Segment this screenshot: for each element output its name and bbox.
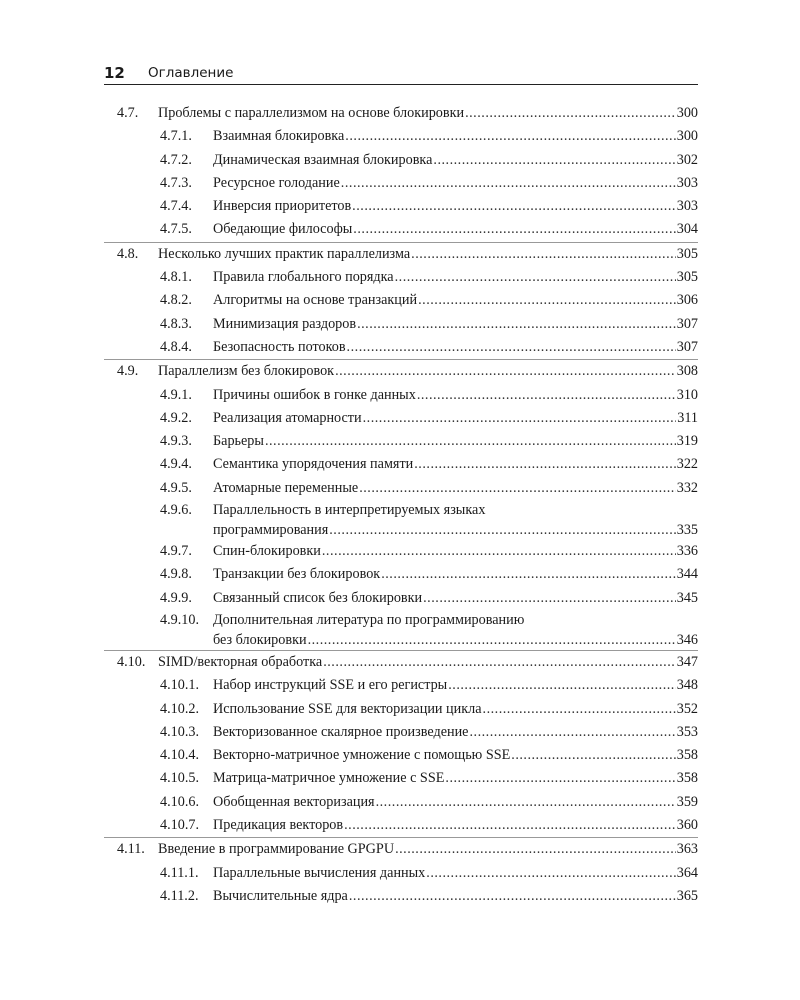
entry-title-field: [213, 744, 698, 767]
entry-title: Обедающие философы: [213, 221, 353, 238]
entry-number: 4.10.7.: [160, 817, 200, 834]
entry-number: 4.9.: [117, 363, 139, 380]
toc-subsection-entry[interactable]: [104, 195, 698, 218]
entry-title-field: [213, 477, 698, 500]
toc-subsection-entry[interactable]: [104, 791, 698, 814]
entry-title: Несколько лучших практик параллелизма: [158, 245, 411, 262]
dot-leader: [357, 313, 676, 336]
dot-leader: [341, 172, 676, 195]
entry-title: Инверсия приоритетов: [213, 198, 352, 215]
entry-title-field: [213, 149, 698, 172]
toc-subsection-entry[interactable]: [104, 407, 698, 430]
entry-title-field: [213, 407, 698, 430]
entry-title-field: [213, 289, 698, 312]
entry-page-number: 347: [676, 653, 698, 670]
entry-title-field: [213, 520, 698, 540]
page-header: [104, 62, 698, 85]
entry-title: Введение в программирование GPGPU: [158, 841, 395, 858]
dot-leader: [445, 767, 675, 790]
entry-page-number: 345: [676, 589, 698, 606]
toc-section-entry[interactable]: [104, 651, 698, 674]
entry-page-number: 305: [676, 245, 698, 262]
entry-number: 4.7.5.: [160, 221, 192, 238]
entry-title-field: [158, 360, 698, 383]
running-head: Оглавление: [148, 65, 234, 81]
toc-subsection-entry[interactable]: [104, 149, 698, 172]
toc-subsection-entry[interactable]: [104, 744, 698, 767]
entry-page-number: 302: [676, 151, 698, 168]
dot-leader: [347, 336, 676, 359]
dot-leader: [353, 218, 675, 241]
entry-title-field: [213, 862, 698, 885]
toc-entry-continuation[interactable]: [104, 630, 698, 650]
toc-subsection-entry[interactable]: [104, 289, 698, 312]
entry-title: Ресурсное голодание: [213, 174, 340, 191]
entry-page-number: 353: [676, 723, 698, 740]
toc-subsection-entry[interactable]: [104, 218, 698, 241]
entry-title-field: [158, 651, 698, 674]
entry-title: Векторно-матричное умножение с помощью SSE: [213, 747, 511, 764]
entry-page-number: 300: [676, 128, 698, 145]
toc-subsection-entry[interactable]: [104, 862, 698, 885]
entry-page-number: 322: [676, 456, 698, 473]
entry-page-number: 310: [676, 386, 698, 403]
entry-number: 4.11.: [117, 841, 145, 858]
dot-leader: [359, 477, 676, 500]
entry-page-number: 305: [676, 269, 698, 286]
entry-title: Семантика упорядочения памяти: [213, 456, 414, 473]
entry-title-field: [213, 885, 698, 908]
entry-title-field: [158, 838, 698, 861]
dot-leader: [469, 721, 675, 744]
entry-title: Спин-блокировки: [213, 543, 321, 560]
entry-number: 4.9.2.: [160, 409, 192, 426]
dot-leader: [329, 520, 675, 540]
toc-section: [104, 651, 698, 838]
toc-section-entry[interactable]: [104, 243, 698, 266]
entry-page-number: 300: [676, 105, 698, 121]
entry-number: 4.9.4.: [160, 456, 192, 473]
entry-page-number: 352: [676, 700, 698, 717]
toc-subsection-entry[interactable]: [104, 674, 698, 697]
entry-title: Реализация атомарности: [213, 409, 362, 426]
toc-subsection-entry[interactable]: [104, 125, 698, 148]
entry-page-number: 346: [676, 631, 698, 648]
dot-leader: [433, 149, 675, 172]
entry-title-field: [158, 102, 698, 125]
toc-subsection-entry[interactable]: [104, 721, 698, 744]
dot-leader: [322, 540, 676, 563]
entry-title: Дополнительная литература по программированию: [213, 611, 525, 628]
entry-number: 4.10.1.: [160, 677, 200, 694]
toc-subsection-entry[interactable]: [104, 563, 698, 586]
entry-number: 4.8.4.: [160, 338, 192, 355]
entry-title-field: [213, 172, 698, 195]
entry-number: 4.8.2.: [160, 292, 192, 309]
entry-title-field: [213, 336, 698, 359]
entry-page-number: 358: [676, 747, 698, 764]
toc-subsection-entry[interactable]: [104, 698, 698, 721]
toc-subsection-entry[interactable]: [104, 336, 698, 359]
entry-title: Векторизованное скалярное произведение: [213, 723, 469, 740]
dot-leader: [308, 630, 676, 650]
dot-leader: [448, 674, 676, 697]
toc-subsection-entry[interactable]: [104, 885, 698, 908]
entry-title-field: [213, 767, 698, 790]
dot-leader: [349, 885, 676, 908]
toc-section: [104, 243, 698, 360]
entry-title-field: [213, 721, 698, 744]
toc-section: [104, 360, 698, 651]
entry-page-number: 307: [676, 315, 698, 332]
entry-page-number: 365: [676, 887, 698, 904]
entry-number: 4.7.2.: [160, 151, 192, 168]
dot-leader: [423, 587, 676, 610]
toc-subsection-entry[interactable]: [104, 313, 698, 336]
dot-leader: [417, 384, 676, 407]
entry-page-number: 364: [676, 864, 698, 881]
entry-number: 4.8.3.: [160, 315, 192, 332]
entry-number: 4.10.6.: [160, 793, 200, 810]
entry-number: 4.9.1.: [160, 386, 192, 403]
entry-number: 4.10.2.: [160, 700, 200, 717]
entry-page-number: 359: [676, 793, 698, 810]
entry-number: 4.11.2.: [160, 887, 199, 904]
entry-title-field: [213, 630, 698, 650]
entry-page-number: 332: [676, 479, 698, 496]
entry-number: 4.10.3.: [160, 723, 200, 740]
entry-number: 4.9.9.: [160, 589, 192, 606]
entry-title: Безопасность потоков: [213, 338, 346, 355]
dot-leader: [344, 814, 676, 837]
toc-subsection-entry[interactable]: [104, 610, 698, 630]
dot-leader: [323, 651, 676, 674]
toc-entry-continuation[interactable]: [104, 520, 698, 540]
entry-title-field: [213, 453, 698, 476]
toc-section: [104, 838, 698, 908]
entry-title: Обобщенная векторизация: [213, 793, 375, 810]
entry-number: 4.7.3.: [160, 174, 192, 191]
page-number: 12: [104, 64, 125, 82]
entry-title: Алгоритмы на основе транзакций: [213, 292, 418, 309]
dot-leader: [265, 430, 676, 453]
entry-page-number: 303: [676, 174, 698, 191]
dot-leader: [395, 266, 676, 289]
dot-leader: [418, 289, 676, 312]
entry-title: Причины ошибок в гонке данных: [213, 386, 416, 403]
dot-leader: [395, 838, 676, 861]
entry-number: 4.9.10.: [160, 611, 200, 628]
toc-section-entry[interactable]: [104, 102, 698, 125]
entry-number: 4.9.6.: [160, 502, 192, 519]
entry-title-field: [213, 674, 698, 697]
entry-number: 4.7.4.: [160, 198, 192, 215]
entry-title-continued: программирования: [213, 522, 329, 539]
toc-subsection-entry[interactable]: [104, 767, 698, 790]
dot-leader: [363, 407, 677, 430]
entry-title: Связанный список без блокировки: [213, 589, 423, 606]
dot-leader: [414, 453, 675, 476]
toc-subsection-entry[interactable]: [104, 430, 698, 453]
dot-leader: [335, 360, 676, 383]
entry-page-number: 306: [676, 292, 698, 309]
toc-subsection-entry[interactable]: [104, 540, 698, 563]
entry-title-field: [213, 540, 698, 563]
toc-subsection-entry[interactable]: [104, 384, 698, 407]
entry-number: 4.8.: [117, 245, 139, 262]
entry-page-number: 304: [676, 221, 698, 238]
dot-leader: [345, 125, 675, 148]
entry-title: Барьеры: [213, 433, 264, 450]
entry-title-field: [213, 218, 698, 241]
entry-title: Предикация векторов: [213, 817, 344, 834]
entry-title-field: [213, 125, 698, 148]
entry-number: 4.9.7.: [160, 543, 192, 560]
entry-number: 4.10.: [117, 653, 146, 670]
entry-page-number: 303: [676, 198, 698, 215]
entry-number: 4.9.5.: [160, 479, 192, 496]
dot-leader: [352, 195, 676, 218]
entry-number: 4.7.1.: [160, 128, 192, 145]
entry-title: Динамическая взаимная блокировка: [213, 151, 433, 168]
dot-leader: [411, 243, 676, 266]
entry-title: Минимизация раздоров: [213, 315, 357, 332]
entry-number: 4.9.3.: [160, 433, 192, 450]
entry-title-field: [213, 313, 698, 336]
dot-leader: [483, 698, 676, 721]
entry-page-number: 348: [676, 677, 698, 694]
entry-page-number: 363: [676, 841, 698, 858]
entry-page-number: 308: [676, 363, 698, 380]
toc-section: [104, 102, 698, 243]
toc-subsection-entry[interactable]: [104, 172, 698, 195]
entry-page-number: 336: [676, 543, 698, 560]
entry-page-number: 311: [677, 409, 698, 426]
entry-title: Транзакции без блокировок: [213, 566, 381, 583]
entry-page-number: 319: [676, 433, 698, 450]
toc-section-entry[interactable]: [104, 360, 698, 383]
toc-subsection-entry[interactable]: [104, 453, 698, 476]
toc-section-entry[interactable]: [104, 838, 698, 861]
entry-title-field: [213, 195, 698, 218]
entry-title: SIMD/векторная обработка: [158, 653, 323, 670]
entry-title: Набор инструкций SSE и его регистры: [213, 677, 448, 694]
entry-title: Параллельность в интерпретируемых языках: [213, 502, 486, 519]
entry-page-number: 335: [676, 522, 698, 539]
entry-number: 4.10.5.: [160, 770, 200, 787]
toc-subsection-entry[interactable]: [104, 814, 698, 837]
table-of-contents: [104, 102, 698, 908]
entry-title-field: [213, 266, 698, 289]
dot-leader: [381, 563, 676, 586]
entry-title: Параллельные вычисления данных: [213, 864, 426, 881]
entry-page-number: 307: [676, 338, 698, 355]
entry-title: Правила глобального порядка: [213, 269, 394, 286]
entry-page-number: 344: [676, 566, 698, 583]
entry-number: 4.11.1.: [160, 864, 199, 881]
dot-leader: [511, 744, 675, 767]
entry-number: 4.10.4.: [160, 747, 200, 764]
dot-leader: [426, 862, 675, 885]
entry-number: 4.9.8.: [160, 566, 192, 583]
entry-title: Параллелизм без блокировок: [158, 363, 335, 380]
entry-title: Атомарные переменные: [213, 479, 359, 496]
entry-page-number: 358: [676, 770, 698, 787]
entry-title: Взаимная блокировка: [213, 128, 345, 145]
toc-subsection-entry[interactable]: [104, 587, 698, 610]
entry-title-field: [213, 610, 698, 630]
entry-title-field: [213, 791, 698, 814]
entry-title-field: [213, 814, 698, 837]
entry-title-field: [213, 587, 698, 610]
entry-title-field: [213, 500, 698, 520]
entry-number: 4.8.1.: [160, 269, 192, 286]
entry-title-field: [158, 243, 698, 266]
entry-title-field: [213, 563, 698, 586]
dot-leader: [376, 791, 676, 814]
toc-subsection-entry[interactable]: [104, 500, 698, 520]
entry-title-field: [213, 430, 698, 453]
entry-number: 4.7.: [117, 105, 139, 121]
entry-title: Использование SSE для векторизации цикла: [213, 700, 482, 717]
entry-title-continued: без блокировки: [213, 631, 307, 648]
toc-subsection-entry[interactable]: [104, 266, 698, 289]
entry-title: Матрица-матричное умножение с SSE: [213, 770, 445, 787]
entry-title-field: [213, 384, 698, 407]
entry-title-field: [213, 698, 698, 721]
dot-leader: [465, 102, 676, 125]
toc-subsection-entry[interactable]: [104, 477, 698, 500]
entry-page-number: 360: [676, 817, 698, 834]
entry-title: Вычислительные ядра: [213, 887, 348, 904]
entry-title: Проблемы с параллелизмом на основе блокировки: [158, 105, 465, 121]
